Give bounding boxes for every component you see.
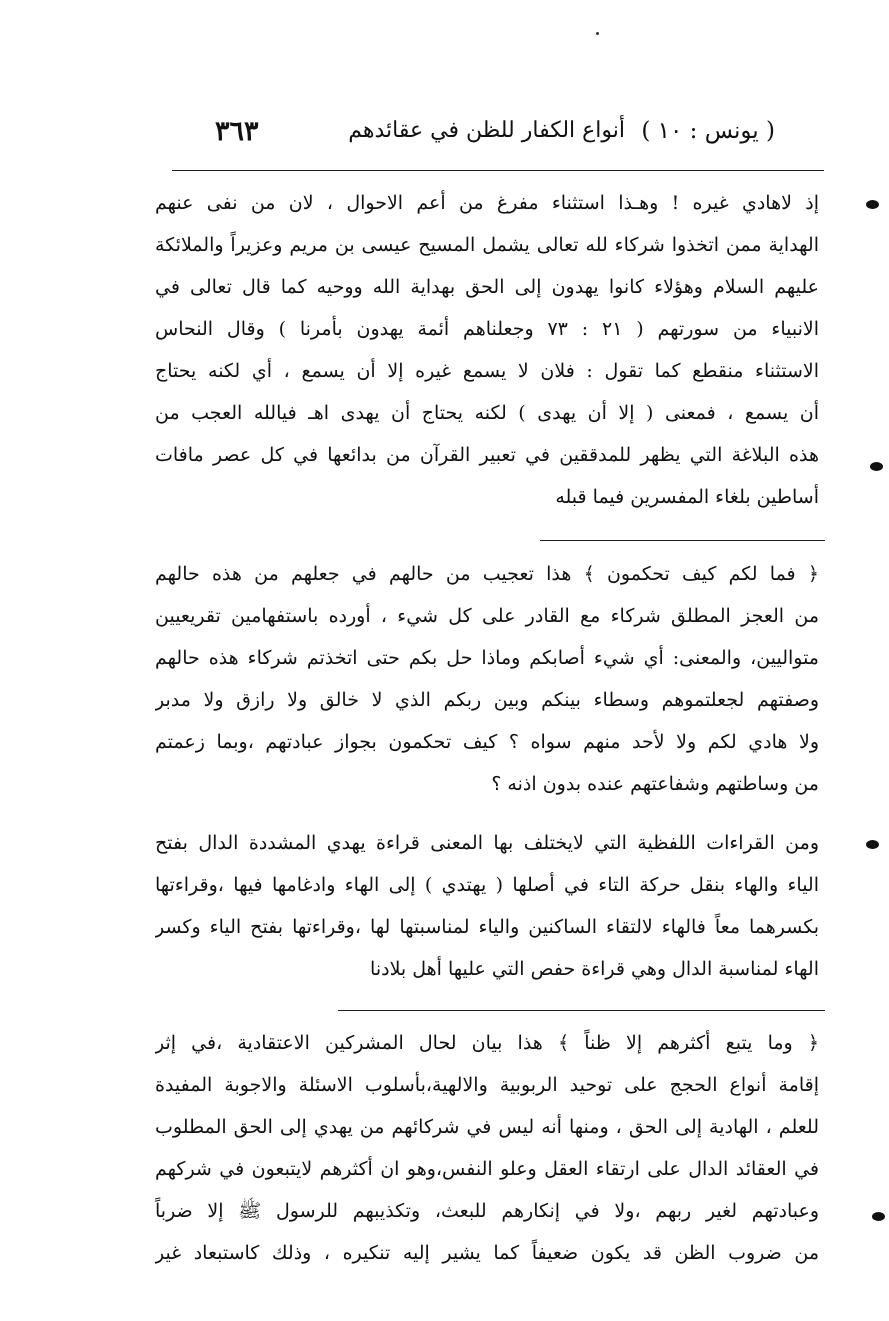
text-line: متواليين، والمعنى: أي شيء أصابكم وماذا حل بكم حتى اتخذتم شركاء هذه حالهم bbox=[155, 647, 819, 669]
paragraph-1 bbox=[155, 182, 819, 518]
text-line: هذه البلاغة التي يظهر للمدققين في تعبير القرآن من بدائعها في كل عصر مافات bbox=[155, 444, 819, 466]
text-line: إقامة أنواع الحجج على توحيد الربوبية والالهية،بأسلوب الاسئلة والاجوبة المفيدة bbox=[155, 1074, 819, 1096]
text-line: ﴿ فما لكم كيف تحكمون ﴾ هذا تعجيب من حالهم في جعلهم من هذه حالهم bbox=[155, 563, 819, 585]
page-number: ٣٦٣ bbox=[215, 116, 259, 147]
text-line: الانبياء من سورتهم ( ٢١ : ٧٣ وجعلناهم أئمة يهدون بأمرنا ) وقال النحاس bbox=[155, 318, 819, 340]
text-line: ولا هادي لكم ولا لأحد منهم سواه ؟ كيف تحكمون بجواز عبادتهم ،وبما زعمتم bbox=[155, 731, 819, 753]
text-line: بكسرهما معاً فالهاء لالتقاء الساكنين والياء لمناسبتها لها ،وقراءتها بفتح الياء وكسر bbox=[155, 916, 819, 938]
text-line: الهداية ممن اتخذوا شركاء لله تعالى يشمل المسيح عيسى بن مريم وعزيراً والملائكة bbox=[155, 234, 819, 256]
text-line: من ضروب الظن قد يكون ضعيفاً كما يشير إليه تنكيره ، وذلك كاستبعاد غير bbox=[155, 1242, 819, 1264]
margin-mark bbox=[870, 462, 883, 471]
text-line: إذ لاهادي غيره ! وهـذا استثناء مفرغ من أعم الاحوال ، لان من نفى عنهم bbox=[155, 192, 819, 214]
running-title: أنواع الكفار للظن في عقائدهم bbox=[348, 118, 625, 143]
text-line: أساطين بلغاء المفسرين فيما قبله bbox=[555, 486, 819, 508]
text-line: وعبادتهم لغير ربهم ،ولا في إنكارهم للبعث، وتكذيبهم للرسول ﷺ إلا ضرباً bbox=[155, 1200, 819, 1222]
text-line: من العجز المطلق شركاء مع القادر على كل شيء ، أورده باستفهامين تقريعيين bbox=[155, 605, 819, 627]
section-divider bbox=[540, 540, 825, 541]
margin-mark bbox=[866, 200, 879, 209]
text-line: وصفتهم لجعلتموهم وسطاء بينكم وبين ربكم الذي لا خالق ولا رازق ولا مدبر bbox=[155, 689, 819, 711]
speck-mark bbox=[596, 32, 599, 35]
text-line: في العقائد الدال على ارتقاء العقل وعلو النفس،وهو ان أكثرهم لايتبعون في شركهم bbox=[155, 1158, 819, 1180]
paragraph-3 bbox=[155, 822, 819, 990]
header-rule bbox=[172, 170, 824, 171]
text-line: للعلم ، الهادية إلى الحق ، ومنها أنه ليس في شركائهم من يهدي إلى الحق المطلوب bbox=[155, 1116, 819, 1138]
text-line: ومن القراءات اللفظية التي لايختلف بها المعنى قراءة يهدي المشددة الدال بفتح bbox=[155, 832, 819, 854]
text-line: عليهم السلام وهؤلاء كانوا يهدون إلى الحق بهداية الله ووحيه كما قال تعالى في bbox=[155, 276, 819, 298]
text-line: الاستثناء منقطع كما تقول : فلان لا يسمع غيره إلا أن يسمع ، أي لكنه يحتاج bbox=[155, 360, 819, 382]
section-divider bbox=[338, 1010, 825, 1011]
page-header bbox=[215, 118, 775, 158]
paragraph-4 bbox=[155, 1022, 819, 1274]
margin-mark bbox=[872, 1212, 885, 1221]
text-line: الهاء لمناسبة الدال وهي قراءة حفص التي عليها أهل بلادنا bbox=[370, 958, 819, 980]
text-line: الياء والهاء بنقل حركة التاء في أصلها ( يهتدي ) إلى الهاء وادغامها فيها ،وقراءتها bbox=[155, 874, 819, 896]
paragraph-2 bbox=[155, 553, 819, 805]
surah-reference: ( يونس : ١٠ ) bbox=[641, 118, 775, 144]
text-line: أن يسمع ، فمعنى ( إلا أن يهدى ) لكنه يحتاج أن يهدى اهـ فيالله العجب من bbox=[155, 402, 819, 424]
text-line: من وساطتهم وشفاعتهم عنده بدون اذنه ؟ bbox=[491, 773, 819, 795]
margin-mark bbox=[866, 840, 879, 849]
text-line: ﴿ وما يتبع أكثرهم إلا ظناً ﴾ هذا بيان لحال المشركين الاعتقادية ،في إثر bbox=[155, 1032, 819, 1054]
